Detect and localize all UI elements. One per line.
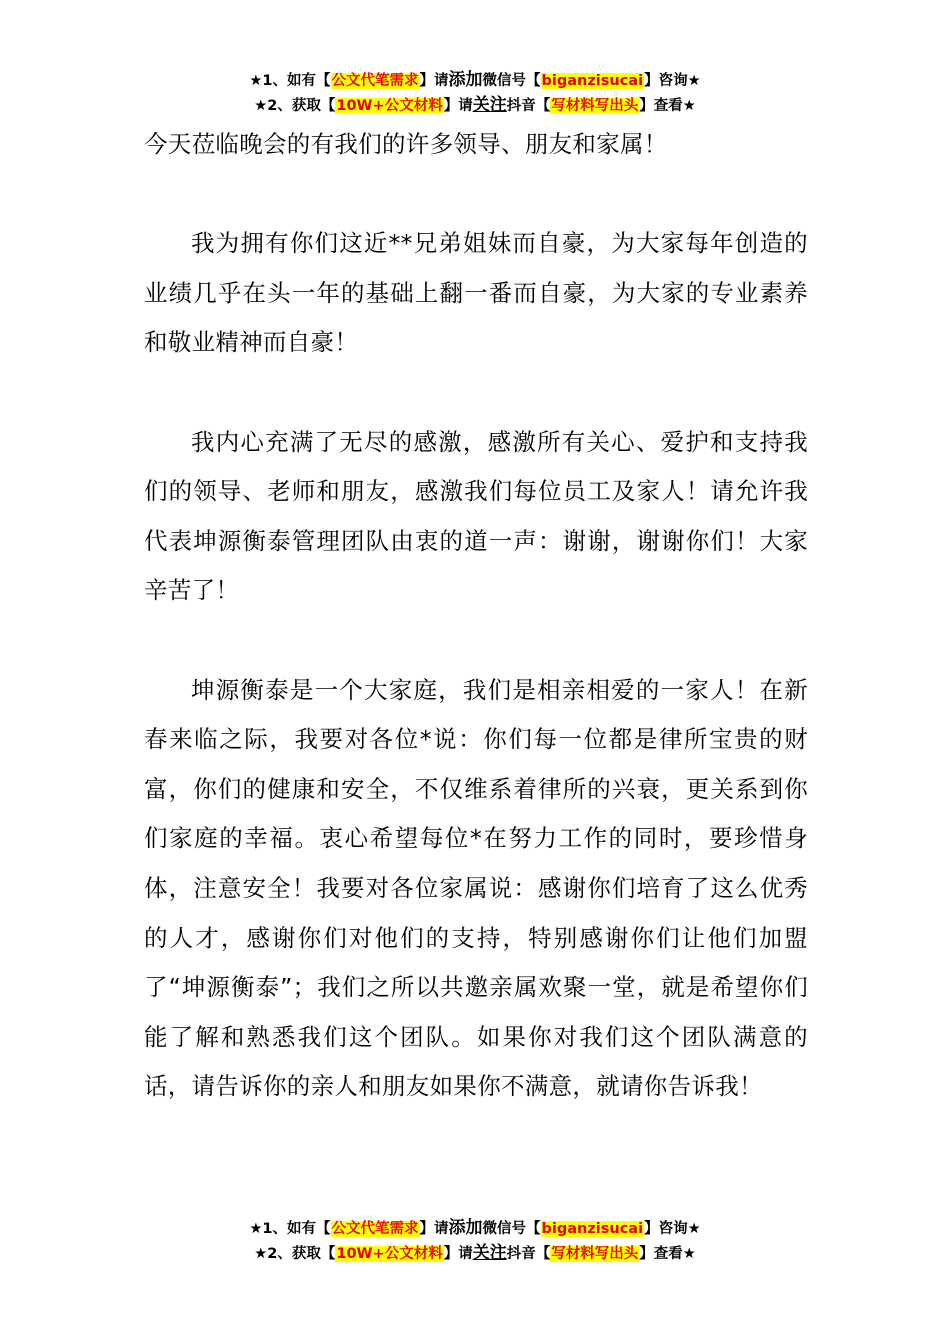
banner-line-2: ★2、获取【10W+公文材料】请关注抖音【写材料写出头】查看★ <box>254 95 696 115</box>
highlight-douyin-account: 写材料写出头 <box>551 98 639 114</box>
highlight-materials: 10W+公文材料 <box>336 1246 443 1262</box>
highlight-service: 公文代笔需求 <box>331 1221 419 1237</box>
highlight-wechat-id: biganzisucai <box>541 73 644 89</box>
banner-line-1: ★1、如有【公文代笔需求】请添加微信号【biganzisucai】咨询★ <box>249 1218 701 1238</box>
paragraph-1: 今天莅临晚会的有我们的许多领导、朋友和家属！ <box>144 130 668 158</box>
paragraph-2: 我为拥有你们这近**兄弟姐妹而自豪，为大家每年创造的业绩几乎在头一年的基础上翻一番而自豪，为大家的专业素养和敬业精神而自豪！ <box>144 229 808 357</box>
banner-line-1: ★1、如有【公文代笔需求】请添加微信号【biganzisucai】咨询★ <box>249 70 701 90</box>
paragraph-4: 坤源衡泰是一个大家庭，我们是相亲相爱的一家人！在新春来临之际，我要对各位*说：你们每一位都是律所宝贵的财富，你们的健康和安全，不仅维系着律所的兴衰，更关系到你们家庭的幸福。衷心希望每位*在努力工作的同时，要珍惜身体，注意安全！我要对各位家属说：感谢你们培育了这么优秀的人才，感谢你们对他们的支持，特别感谢你们让他们加盟了“坤源衡泰”；我们之所以共邀亲属欢聚一堂，就是希望你们能了解和熟悉我们这个团队。如果你对我们这个团队满意的话，请告诉你的亲人和朋友如果你不满意，就请你告诉我！ <box>144 675 808 1101</box>
header-banner <box>0 68 950 118</box>
banner-line-2: ★2、获取【10W+公文材料】请关注抖音【写材料写出头】查看★ <box>254 1243 696 1263</box>
highlight-douyin-account: 写材料写出头 <box>551 1246 639 1262</box>
highlight-materials: 10W+公文材料 <box>336 98 443 114</box>
paragraph-3: 我内心充满了无尽的感激，感激所有关心、爱护和支持我们的领导、老师和朋友，感激我们每位员工及家人！请允许我代表坤源衡泰管理团队由衷的道一声：谢谢，谢谢你们！大家辛苦了！ <box>144 427 808 605</box>
document-body <box>144 120 808 1112</box>
highlight-wechat-id: biganzisucai <box>541 1221 644 1237</box>
highlight-service: 公文代笔需求 <box>331 73 419 89</box>
footer-banner <box>0 1216 950 1266</box>
